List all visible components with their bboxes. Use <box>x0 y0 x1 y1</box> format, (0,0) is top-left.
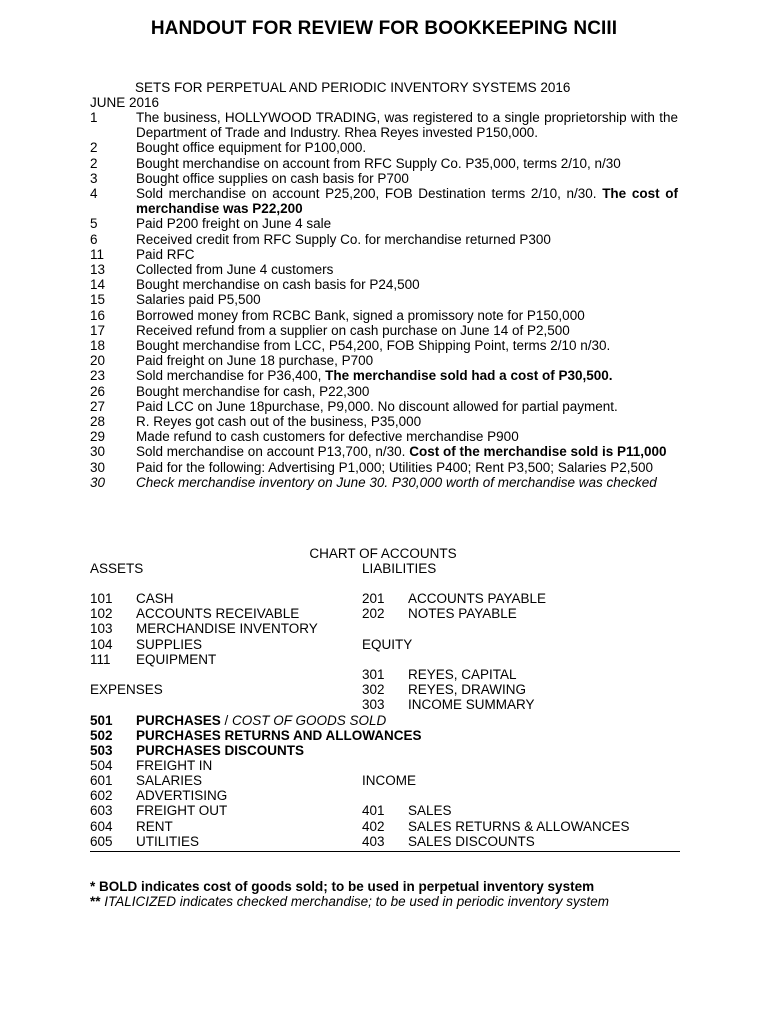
income-heading: INCOME <box>362 773 416 788</box>
transaction-day: 16 <box>90 307 106 323</box>
transaction-day: 6 <box>90 231 98 247</box>
transaction-text: Borrowed money from RCBC Bank, signed a promissory note for P150,000 <box>136 307 585 323</box>
transaction-text: Bought merchandise from LCC, P54,200, FOB Shipping Point, terms 2/10 n/30. <box>136 338 611 354</box>
transaction-row <box>90 216 678 231</box>
transaction-day: 29 <box>90 429 106 445</box>
account-name: EQUIPMENT <box>136 652 217 667</box>
transaction-description <box>136 384 678 399</box>
transaction-text: Paid LCC on June 18purchase, P9,000. No discount allowed for partial payment. <box>136 398 618 414</box>
transaction-description <box>136 262 678 277</box>
transaction-text: The business, HOLLYWOOD TRADING, was registered to a single proprietorship with the Department of Trade and Industry. Rhea Reyes invested P150,000. <box>136 110 678 141</box>
account-name: ACCOUNTS RECEIVABLE <box>136 606 300 621</box>
account-row <box>90 621 318 636</box>
transaction-text: R. Reyes got cash out of the business, P35,000 <box>136 414 422 430</box>
account-number: 303 <box>362 697 385 712</box>
footnote-italic <box>90 894 609 909</box>
transaction-text: Received refund from a supplier on cash purchase on June 14 of P2,500 <box>136 322 570 338</box>
account-name: FREIGHT IN <box>136 758 213 773</box>
transaction-text: Bought merchandise on account from RFC Supply Co. P35,000, terms 2/10, n/30 <box>136 155 621 171</box>
account-row <box>90 591 174 606</box>
transaction-day: 15 <box>90 292 106 308</box>
account-row <box>90 652 216 667</box>
account-row <box>90 788 227 803</box>
footnote-bold: * BOLD indicates cost of goods sold; to be used in perpetual inventory system <box>90 879 595 894</box>
transaction-text: Bought office equipment for P100,000. <box>136 140 367 156</box>
transaction-day: 27 <box>90 398 106 414</box>
footnote-italic-text: ITALICIZED indicates checked merchandise; to be used in periodic inventory system <box>104 894 609 909</box>
transaction-row <box>90 444 678 459</box>
account-name: REYES, DRAWING <box>408 682 527 697</box>
transaction-description <box>136 338 678 353</box>
transaction-row <box>90 353 678 368</box>
account-row <box>362 819 630 834</box>
account-name: RENT <box>136 819 173 834</box>
account-number: 604 <box>90 819 113 834</box>
account-name: PURCHASES <box>136 713 221 728</box>
transaction-day: 20 <box>90 353 106 369</box>
account-number: 103 <box>90 621 113 636</box>
chart-of-accounts-title <box>0 546 768 561</box>
liabilities-heading: LIABILITIES <box>362 561 437 576</box>
account-row <box>90 637 202 652</box>
account-number: 602 <box>90 788 113 803</box>
transaction-row <box>90 232 678 247</box>
account-row <box>90 713 386 728</box>
transaction-day: 30 <box>90 444 106 460</box>
transaction-day: 2 <box>90 155 98 171</box>
account-name: REYES, CAPITAL <box>408 667 517 682</box>
account-row <box>90 758 212 773</box>
transaction-day: 30 <box>90 459 106 475</box>
assets-heading: ASSETS <box>90 561 144 576</box>
account-number: 301 <box>362 667 385 682</box>
account-name: ACCOUNTS PAYABLE <box>408 591 547 606</box>
transaction-text: Sold merchandise on account P25,200, FOB Destination terms 2/10, n/30. <box>136 186 597 202</box>
transaction-row <box>90 110 678 140</box>
transaction-text: Salaries paid P5,500 <box>136 292 261 308</box>
transaction-text: Bought merchandise for cash, P22,300 <box>136 383 370 399</box>
transaction-description <box>136 308 678 323</box>
account-number: 501 <box>90 713 113 728</box>
transaction-day: 13 <box>90 262 106 278</box>
account-name: SALES RETURNS & ALLOWANCES <box>408 819 630 834</box>
account-number: 202 <box>362 606 385 621</box>
account-row <box>90 834 199 849</box>
transaction-row <box>90 292 678 307</box>
transaction-row <box>90 140 678 155</box>
account-number: 603 <box>90 803 113 818</box>
transaction-day: 11 <box>90 246 105 262</box>
transaction-row <box>90 247 678 262</box>
account-row <box>90 773 202 788</box>
transaction-day: 17 <box>90 322 106 338</box>
transaction-row <box>90 308 678 323</box>
account-name: SUPPLIES <box>136 637 203 652</box>
account-number: 403 <box>362 834 385 849</box>
transaction-row <box>90 475 678 490</box>
transaction-row <box>90 414 678 429</box>
transaction-description <box>136 216 678 231</box>
transaction-text: Made refund to cash customers for defective merchandise P900 <box>136 429 519 445</box>
month-label: JUNE 2016 <box>90 95 160 110</box>
transaction-row <box>90 186 678 216</box>
transaction-description <box>136 156 678 171</box>
account-name: UTILITIES <box>136 834 200 849</box>
account-row <box>362 682 526 697</box>
account-row <box>90 803 227 818</box>
transaction-day: 1 <box>90 110 98 125</box>
transaction-row <box>90 368 678 383</box>
transaction-description <box>136 323 678 338</box>
account-number: 601 <box>90 773 113 788</box>
transaction-day: 3 <box>90 170 98 186</box>
transaction-row <box>90 156 678 171</box>
account-number: 102 <box>90 606 113 621</box>
account-number: 504 <box>90 758 113 773</box>
transaction-text: Paid P200 freight on June 4 sale <box>136 216 332 232</box>
transaction-row <box>90 262 678 277</box>
account-row <box>90 606 299 621</box>
transaction-description <box>136 353 678 368</box>
transaction-text: Paid freight on June 18 purchase, P700 <box>136 353 374 369</box>
transaction-text: Check merchandise inventory on June 30. P30,000 worth of merchandise was checked <box>136 474 657 490</box>
transaction-row <box>90 460 678 475</box>
transaction-text: Collected from June 4 customers <box>136 262 334 278</box>
equity-heading: EQUITY <box>362 637 413 652</box>
account-number: 401 <box>362 803 385 818</box>
account-row <box>90 728 422 743</box>
transaction-cost-note: The merchandise sold had a cost of P30,500. <box>325 368 613 384</box>
expenses-heading: EXPENSES <box>90 682 163 697</box>
account-row <box>362 606 517 621</box>
transaction-description <box>136 399 678 414</box>
transaction-text: Paid RFC <box>136 246 195 262</box>
account-name: NOTES PAYABLE <box>408 606 517 621</box>
transaction-description <box>136 368 678 383</box>
transaction-text: Received credit from RFC Supply Co. for merchandise returned P300 <box>136 231 551 247</box>
transaction-description <box>136 247 678 262</box>
account-row <box>362 697 535 712</box>
account-name: MERCHANDISE INVENTORY <box>136 621 318 636</box>
transaction-description <box>136 292 678 307</box>
account-name: SALES <box>408 803 452 818</box>
account-name: FREIGHT OUT <box>136 803 228 818</box>
account-number: 302 <box>362 682 385 697</box>
account-name: PURCHASES RETURNS AND ALLOWANCES <box>136 728 422 743</box>
divider-rule <box>90 851 680 852</box>
account-row <box>362 834 535 849</box>
transaction-day: 14 <box>90 277 106 293</box>
transaction-description <box>136 171 678 186</box>
transaction-description <box>136 140 678 155</box>
account-number: 104 <box>90 637 113 652</box>
transaction-row <box>90 171 678 186</box>
account-name: INCOME SUMMARY <box>408 697 535 712</box>
account-row <box>362 667 517 682</box>
account-number: 101 <box>90 591 113 606</box>
account-number: 111 <box>90 652 111 667</box>
account-name: SALARIES <box>136 773 203 788</box>
account-name: ADVERTISING <box>136 788 228 803</box>
transaction-cost-note: The cost of merchandise was P22,200 <box>136 186 678 217</box>
account-row <box>90 743 304 758</box>
transaction-day: 5 <box>90 216 98 232</box>
transaction-day: 23 <box>90 368 106 384</box>
transaction-day: 26 <box>90 383 106 399</box>
transaction-day: 30 <box>90 474 106 490</box>
transaction-row <box>90 323 678 338</box>
chart-of-accounts-title-text: CHART OF ACCOUNTS <box>309 546 457 561</box>
transaction-cost-note: Cost of the merchandise sold is P11,000 <box>409 444 667 460</box>
transaction-text: Sold merchandise on account P13,700, n/30. <box>136 444 406 460</box>
transaction-description <box>136 429 678 444</box>
transaction-text: Bought office supplies on cash basis for P700 <box>136 170 409 186</box>
transaction-list <box>90 110 678 490</box>
transaction-row <box>90 429 678 444</box>
transaction-day: 2 <box>90 140 98 156</box>
transaction-text: Bought merchandise on cash basis for P24,500 <box>136 277 420 293</box>
transaction-text: Paid for the following: Advertising P1,000; Utilities P400; Rent P3,500; Salaries P2,500 <box>136 459 654 475</box>
account-row <box>362 803 452 818</box>
account-number: 201 <box>362 591 385 606</box>
transaction-row <box>90 338 678 353</box>
account-number: 402 <box>362 819 385 834</box>
transaction-day: 28 <box>90 414 106 430</box>
account-number: 605 <box>90 834 113 849</box>
transaction-row <box>90 384 678 399</box>
account-name: SALES DISCOUNTS <box>408 834 535 849</box>
transaction-description <box>136 414 678 429</box>
transaction-description <box>136 232 678 247</box>
transaction-day: 4 <box>90 186 98 202</box>
account-name: PURCHASES DISCOUNTS <box>136 743 305 758</box>
transaction-description <box>136 444 678 459</box>
transaction-description <box>136 186 678 216</box>
transaction-row <box>90 399 678 414</box>
transaction-description <box>136 460 678 475</box>
account-row <box>362 591 546 606</box>
transaction-row <box>90 277 678 292</box>
account-number: 503 <box>90 743 113 758</box>
transaction-text: Sold merchandise for P36,400, <box>136 368 322 384</box>
footnote-marker: ** <box>90 894 105 909</box>
transaction-description <box>136 110 678 140</box>
account-row <box>90 819 173 834</box>
subtitle: SETS FOR PERPETUAL AND PERIODIC INVENTORY SYSTEMS 2016 <box>135 80 571 95</box>
account-name: CASH <box>136 591 174 606</box>
account-separator: / <box>220 713 233 728</box>
transaction-day: 18 <box>90 338 106 354</box>
transaction-description <box>136 277 678 292</box>
account-number: 502 <box>90 728 113 743</box>
transaction-description <box>136 475 678 490</box>
account-alt-name: COST OF GOODS SOLD <box>232 713 387 728</box>
page-title: HANDOUT FOR REVIEW FOR BOOKKEEPING NCIII <box>150 18 618 39</box>
